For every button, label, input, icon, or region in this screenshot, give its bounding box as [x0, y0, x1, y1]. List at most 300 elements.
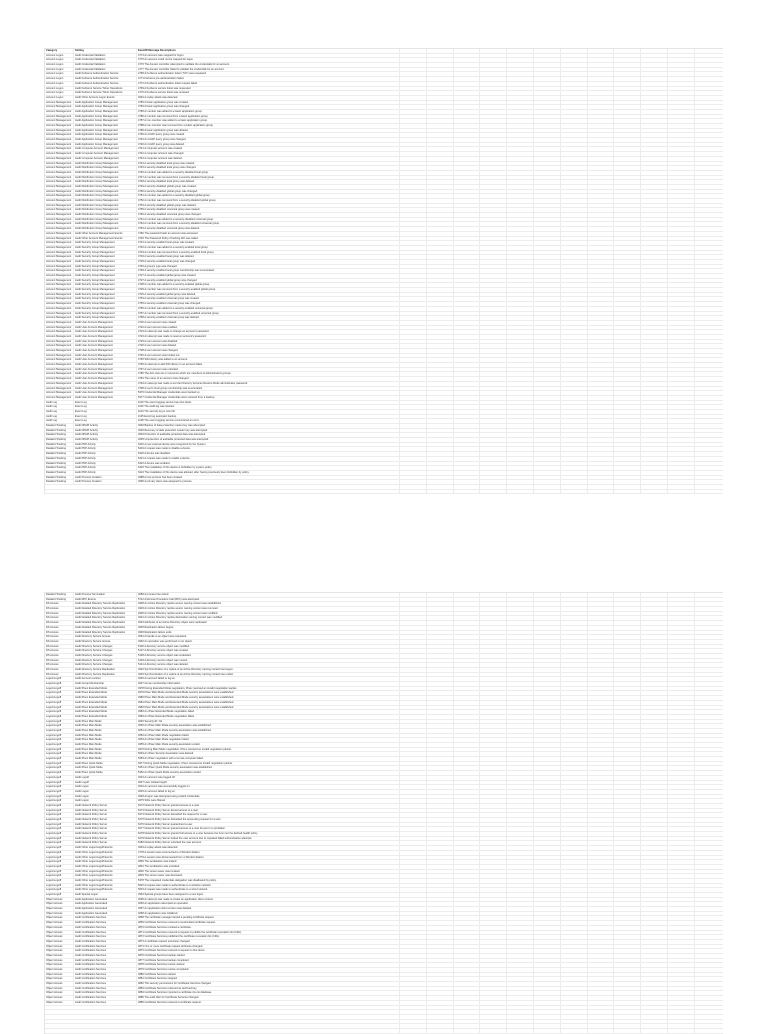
event-description-cell: 5633 A request was made to authenticate to a wired network. — [138, 888, 209, 892]
event-description-cell: 4980 IPsec Main Mode and Extended Mode security associations were established. — [138, 696, 235, 700]
event-description-cell: 4885 The audit filter for Certificate Services changed. — [138, 996, 200, 1000]
category-cell: Object Access — [45, 949, 74, 953]
event-description-cell: 4748 A security-disabled local group was deleted. — [138, 180, 195, 184]
setting-cell: Audit Detailed Directory Service Replication — [74, 626, 137, 630]
event-description-cell: 4964 Special groups have been assigned to a new logon. — [138, 893, 204, 896]
setting-cell: Audit Other Logon/Logoff Events — [74, 870, 137, 874]
setting-cell: Audit Distribution Group Management — [74, 204, 137, 208]
setting-cell: Audit Process Creation — [74, 480, 137, 484]
category-cell: Account Management — [45, 185, 74, 189]
setting-cell: Audit DPAPI Activity — [74, 424, 137, 428]
setting-cell: Audit Application Generated — [74, 902, 137, 906]
event-description-cell: 4692 Backup of data protection master key was attempted. — [138, 424, 206, 427]
category-cell: Object Access — [45, 968, 74, 972]
setting-cell: Audit IPsec Extended Mode — [74, 687, 137, 691]
event-description-cell: 4668 An application was initialized. — [138, 911, 179, 915]
setting-cell: Audit PNP Activity — [74, 452, 137, 456]
category-cell: Account Logon — [45, 68, 74, 72]
event-description-cell: 4740 A user account was locked out. — [138, 353, 181, 357]
category-cell: Account Management — [45, 297, 74, 301]
category-cell: DS Access — [45, 654, 74, 658]
event-description-cell: 4976 During Main Mode negotiation, IPsec received an invalid negotiation packet. — [138, 747, 232, 751]
category-cell: Account Management — [45, 274, 74, 278]
setting-cell: Audit IPsec Main Mode — [74, 729, 137, 733]
setting-cell: Audit Logon — [74, 790, 137, 794]
setting-cell: Audit Certification Services — [74, 1001, 137, 1005]
setting-cell: Audit User Account Management — [74, 382, 137, 386]
event-description-cell: 4799 A security-enabled local group membership was enumerated. — [138, 269, 215, 273]
category-cell: Logon/Logoff — [45, 856, 74, 860]
event-description-cell: 4784 A basic application group was changed. — [138, 105, 190, 109]
event-description-cell: 4766 An attempt to add SID History to an account failed. — [138, 363, 203, 367]
setting-cell: Audit PNP Activity — [74, 457, 137, 461]
category-cell: DS Access — [45, 621, 74, 625]
event-description-cell: 4983 An IPsec Extended Mode negotiation failed. — [138, 710, 195, 714]
setting-cell: Audit User Account Management — [74, 326, 137, 330]
category-cell: Account Management — [45, 307, 74, 311]
event-description-cell: 4733 A member was removed from a security-enabled local group. — [138, 250, 215, 254]
category-cell: Detailed Tracking — [45, 598, 74, 602]
event-description-cell: 4689 A process has exited. — [138, 593, 170, 596]
setting-cell: Audit Application Group Management — [74, 110, 137, 114]
category-cell: Account Management — [45, 382, 74, 386]
event-description-cell: 4747 A member was removed from a security-disabled local group. — [138, 175, 215, 179]
header-setting: Setting — [74, 49, 137, 53]
category-cell: Object Access — [45, 963, 74, 967]
setting-cell: Audit Other Account Management Events — [74, 237, 137, 241]
event-description-cell: 4793 The Password Policy Checking API was called. — [138, 236, 199, 240]
category-cell: DS Access — [45, 659, 74, 663]
event-description-cell: 4745 A security-disabled local group was changed. — [138, 166, 197, 170]
category-cell: DS Access — [45, 649, 74, 653]
event-description-cell: 4878 Certificate Services restore started. — [138, 963, 185, 967]
setting-cell: Audit Other Logon/Logoff Events — [74, 888, 137, 892]
category-cell: Detailed Tracking — [45, 457, 74, 461]
category-cell: Account Management — [45, 293, 74, 297]
category-cell: Account Management — [45, 133, 74, 137]
category-cell: DS Access — [45, 616, 74, 620]
event-description-cell: 5376 Credential Manager credentials were backed up. — [138, 391, 201, 395]
event-description-cell: 5451 An IPsec Quick Mode security association was established. — [138, 766, 213, 770]
setting-cell: Audit IPsec Main Mode — [74, 738, 137, 742]
setting-cell: Audit Application Group Management — [74, 105, 137, 109]
event-description-cell: 1100 The event logging service has shut down. — [138, 400, 192, 404]
event-description-cell: 5452 An IPsec Quick Mode security association ended. — [138, 771, 202, 775]
setting-cell: Audit Distribution Group Management — [74, 208, 137, 212]
event-description-cell: 4762 A member was removed from a security-disabled universal group. — [138, 222, 220, 226]
category-cell: Object Access — [45, 959, 74, 963]
setting-cell: Audit Security Group Management — [74, 312, 137, 316]
category-cell: Logon/Logoff — [45, 846, 74, 850]
setting-cell: Audit IPsec Extended Mode — [74, 715, 137, 719]
category-cell: Logon/Logoff — [45, 860, 74, 864]
event-description-cell: 4779 A session was disconnected from a Window Station. — [138, 855, 205, 859]
setting-cell: Audit Directory Service Access — [74, 635, 137, 639]
category-cell: Account Management — [45, 237, 74, 241]
empty-row — [45, 1029, 723, 1034]
event-description-cell: 4693 Recovery of data protection master key was attempted. — [138, 428, 208, 432]
setting-cell: Audit Credential Validation — [74, 63, 137, 67]
category-cell: Object Access — [45, 935, 74, 939]
setting-cell: Audit Computer Account Management — [74, 152, 137, 156]
category-cell: Logon/Logoff — [45, 874, 74, 878]
event-description-cell: 1105 Event log automatic backup. — [138, 414, 177, 418]
setting-cell: Audit Other Logon/Logoff Events — [74, 846, 137, 850]
setting-cell: Audit Other Logon/Logoff Events — [74, 865, 137, 869]
category-cell: Logon/Logoff — [45, 762, 74, 766]
setting-cell: Audit IPsec Main Mode — [74, 724, 137, 728]
event-description-cell: 4728 A member was added to a security-enabled global group. — [138, 283, 210, 287]
event-description-cell: 6276 Network Policy Server quarantined a user. — [138, 822, 193, 826]
setting-cell: Audit Detailed Directory Service Replication — [74, 612, 137, 616]
setting-cell: Audit Account Lockout — [74, 677, 137, 681]
event-description-cell: 5137 A directory service object was created. — [138, 649, 189, 653]
event-description-cell: 4775 An account could not be mapped for logon. — [138, 58, 194, 62]
event-description-cell: 4883 Certificate Services retrieved an archived key. — [138, 986, 198, 990]
setting-cell: Audit Security Group Management — [74, 293, 137, 297]
event-description-cell: 4882 The security permissions for Certificate Services changed. — [138, 982, 212, 986]
setting-cell: Audit Application Group Management — [74, 138, 137, 142]
category-cell: Account Management — [45, 119, 74, 123]
category-cell: Account Management — [45, 110, 74, 114]
category-cell: Detailed Tracking — [45, 476, 74, 480]
category-cell: Object Access — [45, 954, 74, 958]
category-cell: Logon/Logoff — [45, 734, 74, 738]
category-cell: DS Access — [45, 626, 74, 630]
setting-cell: Audit IPsec Extended Mode — [74, 706, 137, 710]
event-description-cell: 4767 A user account was unlocked. — [138, 367, 179, 371]
event-description-cell: 4934 Attributes of an Active Directory object were replicated. — [138, 621, 208, 625]
event-description-cell: 4675 SIDs were filtered. — [138, 799, 166, 803]
category-cell: Account Management — [45, 344, 74, 348]
setting-cell: Audit User Account Management — [74, 368, 137, 372]
setting-cell: Audit Logon — [74, 795, 137, 799]
setting-cell: Audit IPsec Main Mode — [74, 743, 137, 747]
setting-cell: Audit Certification Services — [74, 954, 137, 958]
setting-cell: Audit Directory Service Changes — [74, 659, 137, 663]
category-cell: Audit Log — [45, 415, 74, 419]
event-description-cell: 4651 An IPsec Main Mode security association was established. — [138, 728, 212, 732]
category-cell: DS Access — [45, 612, 74, 616]
category-cell: Audit Log — [45, 410, 74, 414]
setting-cell: Audit IPsec Main Mode — [74, 734, 137, 738]
setting-cell: Audit Other Logon/Logoff Events — [74, 856, 137, 860]
category-cell: Object Access — [45, 973, 74, 977]
setting-cell: Audit Distribution Group Management — [74, 190, 137, 194]
setting-cell: Audit PNP Activity — [74, 443, 137, 447]
event-description-cell: 5453 An IPsec negotiation with a remote computer failed. — [138, 757, 204, 761]
event-description-cell: 4758 A security-enabled universal group was deleted. — [138, 316, 200, 320]
category-cell: Logon/Logoff — [45, 776, 74, 780]
setting-cell: Audit IPsec Extended Mode — [74, 691, 137, 695]
category-cell: Logon/Logoff — [45, 720, 74, 724]
category-cell: Logon/Logoff — [45, 795, 74, 799]
category-cell: Account Management — [45, 312, 74, 316]
setting-cell: Audit IPsec Quick Mode — [74, 762, 137, 766]
event-description-cell: 5141 A directory service object was deleted. — [138, 663, 189, 667]
setting-cell: Audit Security Group Management — [74, 241, 137, 245]
event-description-cell: 4667 An application client context was deleted. — [138, 907, 192, 911]
event-description-cell: 4777 The domain controller failed to validate the credentials for an account. — [138, 67, 225, 71]
setting-cell: Audit Other Logon/Logoff Events — [74, 860, 137, 864]
event-description-cell: 6274 Network Policy Server discarded the request for a user. — [138, 813, 208, 817]
category-cell: Logon/Logoff — [45, 729, 74, 733]
category-cell: Logon/Logoff — [45, 785, 74, 789]
setting-cell: Audit Kerberos Authentication Service — [74, 72, 137, 76]
setting-cell: Audit Application Group Management — [74, 115, 137, 119]
event-description-cell: 4764 A group's type was changed. — [138, 264, 178, 268]
event-description-cell: 4666 An application attempted an operation. — [138, 902, 189, 906]
event-description-cell: 4981 IPsec Main Mode and Extended Mode security associations were established. — [138, 700, 235, 704]
event-description-cell: 4741 A computer account was created. — [138, 147, 183, 151]
category-cell: Detailed Tracking — [45, 593, 74, 597]
event-description-cell: 4746 A member was added to a security-disabled local group. — [138, 170, 209, 174]
setting-cell: Audit DPAPI Activity — [74, 429, 137, 433]
event-description-cell: 4661 A handle to an object was requested. — [138, 635, 187, 639]
event-description-cell: 4932 Synchronization of a replica of an Active Directory naming context has begun. — [138, 668, 234, 671]
setting-cell: Audit Certification Services — [74, 945, 137, 949]
event-description-cell: 4742 A computer account was changed. — [138, 152, 184, 156]
event-description-cell: 4729 A member was removed from a security-enabled global group. — [138, 288, 216, 292]
event-description-cell: 4935 Replication failure begins. — [138, 625, 175, 629]
setting-cell: Audit Certification Services — [74, 921, 137, 925]
setting-cell: Audit IPsec Main Mode — [74, 748, 137, 752]
event-description-cell: 4753 A security-disabled global group was deleted. — [138, 203, 197, 207]
setting-cell: Audit Kerberos Service Ticket Operations — [74, 91, 137, 95]
event-description-cell: 4977 During Quick Mode negotiation, IPsec received an invalid negotiation packet. — [138, 761, 233, 765]
category-cell: Logon/Logoff — [45, 682, 74, 686]
event-description-cell: 5378 The requested credentials delegation was disallowed by policy. — [138, 878, 217, 882]
event-description-cell: 6273 Network Policy Server denied access to a user. — [138, 808, 199, 812]
event-description-cell: 4696 A primary token was assigned to process. — [138, 480, 193, 484]
setting-cell: Audit Distribution Group Management — [74, 185, 137, 189]
event-description-cell: 4782 The password hash an account was accessed. — [138, 231, 199, 235]
event-description-cell: 4732 A member was added to a security-enabled local group. — [138, 245, 209, 249]
event-description-cell: 4881 Certificate Services stopped. — [138, 977, 178, 981]
event-description-cell: 1102 The audit log was cleared. — [138, 405, 175, 409]
category-cell: Detailed Tracking — [45, 480, 74, 484]
setting-cell: Audit Security Group Management — [74, 297, 137, 301]
event-description-cell: 4979 IPsec Main Mode and Extended Mode security associations were established. — [138, 691, 235, 695]
setting-cell: Audit Directory Service Replication — [74, 673, 137, 677]
setting-cell: Audit Process Termination — [74, 593, 137, 597]
event-description-cell: 4665 An attempt was made to create an application client context. — [138, 897, 214, 901]
header-eventid: EventID Message Descriptions — [138, 49, 176, 52]
setting-cell: Audit User Account Management — [74, 391, 137, 395]
event-description-cell: 4788 A non-member was removed from a basic application group. — [138, 124, 214, 127]
event-table-page-2 — [44, 592, 723, 1034]
event-description-cell: 4759 A security-disabled universal group was created. — [138, 208, 200, 212]
event-description-cell: 4652 An IPsec Main Mode negotiation failed. — [138, 733, 190, 737]
setting-cell: Audit IPsec Main Mode — [74, 757, 137, 761]
event-description-cell: 4776 The domain controller attempted to validate the credentials for an account. — [138, 63, 230, 67]
event-description-cell: 4723 An attempt was made to change an account's password. — [138, 330, 210, 334]
setting-cell: Audit Logon — [74, 785, 137, 789]
setting-cell: Audit Other Logon/Logoff Events — [74, 879, 137, 883]
event-description-cell: 5136 A directory service object was modified. — [138, 644, 190, 648]
category-cell: Account Management — [45, 138, 74, 142]
setting-cell: Audit Security Group Management — [74, 269, 137, 273]
event-description-cell: 5632 A request was made to authenticate to a wireless network. — [138, 883, 212, 887]
event-description-cell: 4624 An account was successfully logged on. — [138, 785, 191, 789]
event-description-cell: 4655 An IPsec Main Mode security association ended. — [138, 743, 201, 746]
event-description-cell: 4785 A member was added to a basic application group. — [138, 109, 203, 113]
event-description-cell: 4688 A new process has been created. — [138, 475, 183, 479]
setting-cell: Audit User Account Management — [74, 358, 137, 362]
event-description-cell: 4694 Protection of auditable protected data was attempted. — [138, 433, 206, 437]
setting-cell: Audit Certification Services — [74, 991, 137, 995]
event-description-cell: 4763 A security-disabled universal group was deleted. — [138, 227, 200, 231]
category-cell: Object Access — [45, 902, 74, 906]
category-cell: Logon/Logoff — [45, 696, 74, 700]
event-description-cell: 4783 A basic application group was created. — [138, 100, 189, 104]
setting-cell: Audit Logoff — [74, 781, 137, 785]
category-cell: Logon/Logoff — [45, 799, 74, 803]
setting-cell: Audit Network Policy Server — [74, 841, 137, 845]
category-cell: Object Access — [45, 907, 74, 911]
category-cell: Account Management — [45, 147, 74, 151]
category-cell: Logon/Logoff — [45, 738, 74, 742]
category-cell: Logon/Logoff — [45, 790, 74, 794]
setting-cell: Audit Application Generated — [74, 907, 137, 911]
setting-cell: Audit Directory Service Changes — [74, 649, 137, 653]
setting-cell: Audit Security Group Management — [74, 251, 137, 255]
category-cell: Account Logon — [45, 77, 74, 81]
event-description-cell: 4662 An operation was performed on an object. — [138, 639, 193, 643]
category-cell: Logon/Logoff — [45, 823, 74, 827]
category-cell: Account Management — [45, 279, 74, 283]
category-cell: Detailed Tracking — [45, 471, 74, 475]
category-cell: Account Management — [45, 363, 74, 367]
category-cell: Account Management — [45, 387, 74, 391]
setting-cell: Audit Certification Services — [74, 926, 137, 930]
event-description-cell: 4800 The workstation was locked. — [138, 860, 178, 864]
category-cell: Logon/Logoff — [45, 701, 74, 705]
category-cell: Logon/Logoff — [45, 724, 74, 728]
event-description-cell: 4731 A security-enabled local group was created. — [138, 241, 195, 245]
setting-cell: Audit Application Group Management — [74, 143, 137, 147]
category-cell: Logon/Logoff — [45, 804, 74, 808]
event-description-cell: 4649 A replay attack was detected. — [138, 95, 179, 99]
category-cell: Logon/Logoff — [45, 851, 74, 855]
setting-cell: Audit User Account Management — [74, 321, 137, 325]
setting-cell: Audit User Account Management — [74, 330, 137, 334]
category-cell: Object Access — [45, 940, 74, 944]
header-category: Category — [45, 49, 74, 53]
category-cell: DS Access — [45, 663, 74, 667]
event-description-cell: 4873 A certificate request extension changed. — [138, 939, 191, 943]
category-cell: DS Access — [45, 640, 74, 644]
category-cell: Account Management — [45, 340, 74, 344]
setting-cell: Audit Application Group Management — [74, 101, 137, 105]
event-description-cell: 4725 A user account was disabled. — [138, 339, 178, 343]
category-cell: Logon/Logoff — [45, 841, 74, 845]
setting-cell: Audit PNP Activity — [74, 462, 137, 466]
event-description-cell: 4789 A basic application group was deleted. — [138, 128, 189, 132]
category-cell: Account Logon — [45, 54, 74, 58]
category-cell: Account Management — [45, 171, 74, 175]
event-description-cell: 4768 A Kerberos authentication ticket (TGT) was requested. — [138, 72, 207, 76]
event-description-cell: 5377 Credential Manager credentials were restored from a backup. — [138, 395, 215, 399]
category-cell: Detailed Tracking — [45, 433, 74, 437]
event-description-cell: 6419 A request was made to disable a device. — [138, 447, 191, 451]
event-description-cell: 4984 An IPsec Extended Mode negotiation failed. — [138, 714, 195, 718]
event-description-cell: 4744 A security-disabled local group was created. — [138, 161, 195, 165]
setting-cell: Audit IPsec Extended Mode — [74, 710, 137, 714]
event-description-cell: 6272 Network Policy Server granted access to a user. — [138, 803, 200, 807]
setting-cell: Audit Other Logon/Logoff Events — [74, 851, 137, 855]
category-cell: Account Management — [45, 199, 74, 203]
event-description-cell: 4647 User initiated logoff. — [138, 780, 168, 784]
category-cell: Account Management — [45, 354, 74, 358]
setting-cell: Audit Network Policy Server — [74, 813, 137, 817]
setting-cell: Audit User Account Management — [74, 396, 137, 400]
event-description-cell: 4761 A member was added to a security-disabled universal group. — [138, 217, 214, 221]
spreadsheet-page-1 — [0, 0, 768, 512]
setting-cell: Audit Detailed Directory Service Replication — [74, 607, 137, 611]
category-cell: Logon/Logoff — [45, 837, 74, 841]
category-cell: Detailed Tracking — [45, 466, 74, 470]
category-cell: Account Management — [45, 330, 74, 334]
category-cell: Account Management — [45, 227, 74, 231]
category-cell: Logon/Logoff — [45, 870, 74, 874]
setting-cell: Audit User Account Management — [74, 372, 137, 376]
event-description-cell: 4695 Unprotection of auditable protected data was attempted. — [138, 438, 209, 442]
category-cell: Account Management — [45, 194, 74, 198]
category-cell: Detailed Tracking — [45, 443, 74, 447]
setting-cell: Audit User Account Management — [74, 344, 137, 348]
setting-cell: Audit Distribution Group Management — [74, 213, 137, 217]
category-cell: Logon/Logoff — [45, 706, 74, 710]
category-cell: Object Access — [45, 898, 74, 902]
setting-cell: Audit User Account Management — [74, 387, 137, 391]
event-description-cell: 4765 SID History was added to an account. — [138, 358, 188, 362]
setting-cell: Audit IPsec Quick Mode — [74, 771, 137, 775]
category-cell: Object Access — [45, 982, 74, 986]
setting-cell: Audit Certification Services — [74, 968, 137, 972]
event-description-cell: 4769 A Kerberos service ticket was requested. — [138, 86, 192, 90]
category-cell: Logon/Logoff — [45, 818, 74, 822]
category-cell: Audit Log — [45, 405, 74, 409]
category-cell: Object Access — [45, 1001, 74, 1005]
category-cell: Logon/Logoff — [45, 748, 74, 752]
setting-cell: Audit Distribution Group Management — [74, 180, 137, 184]
event-description-cell: 4884 Certificate Services imported a certificate into its database. — [138, 991, 212, 995]
category-cell: Account Management — [45, 372, 74, 376]
setting-cell: Audit Distribution Group Management — [74, 218, 137, 222]
event-description-cell: 4928 An Active Directory replica source naming context was established. — [138, 602, 222, 606]
setting-cell: Audit Other Logon/Logoff Events — [74, 884, 137, 888]
category-cell: Account Logon — [45, 96, 74, 100]
event-description-cell: 4879 Certificate Services restore completed. — [138, 968, 190, 971]
category-cell: Account Management — [45, 143, 74, 147]
empty-row — [45, 490, 723, 495]
event-description-cell: 4627 Group membership information. — [138, 682, 181, 686]
category-cell: Account Management — [45, 152, 74, 156]
setting-cell: Audit Distribution Group Management — [74, 222, 137, 226]
category-cell: Account Logon — [45, 63, 74, 67]
category-cell: Account Management — [45, 232, 74, 236]
category-cell: Object Access — [45, 987, 74, 991]
setting-cell: Audit PNP Activity — [74, 447, 137, 451]
category-cell: Object Access — [45, 991, 74, 995]
event-description-cell: 6424 The installation of this device was allowed, after having previously been forbidden by policy. — [138, 470, 250, 474]
category-cell: Detailed Tracking — [45, 438, 74, 442]
event-table-page-1 — [44, 48, 723, 494]
setting-cell: Audit IPsec Extended Mode — [74, 701, 137, 705]
event-description-cell: 4653 An IPsec Main Mode negotiation failed. — [138, 738, 190, 742]
category-cell: Account Management — [45, 246, 74, 250]
